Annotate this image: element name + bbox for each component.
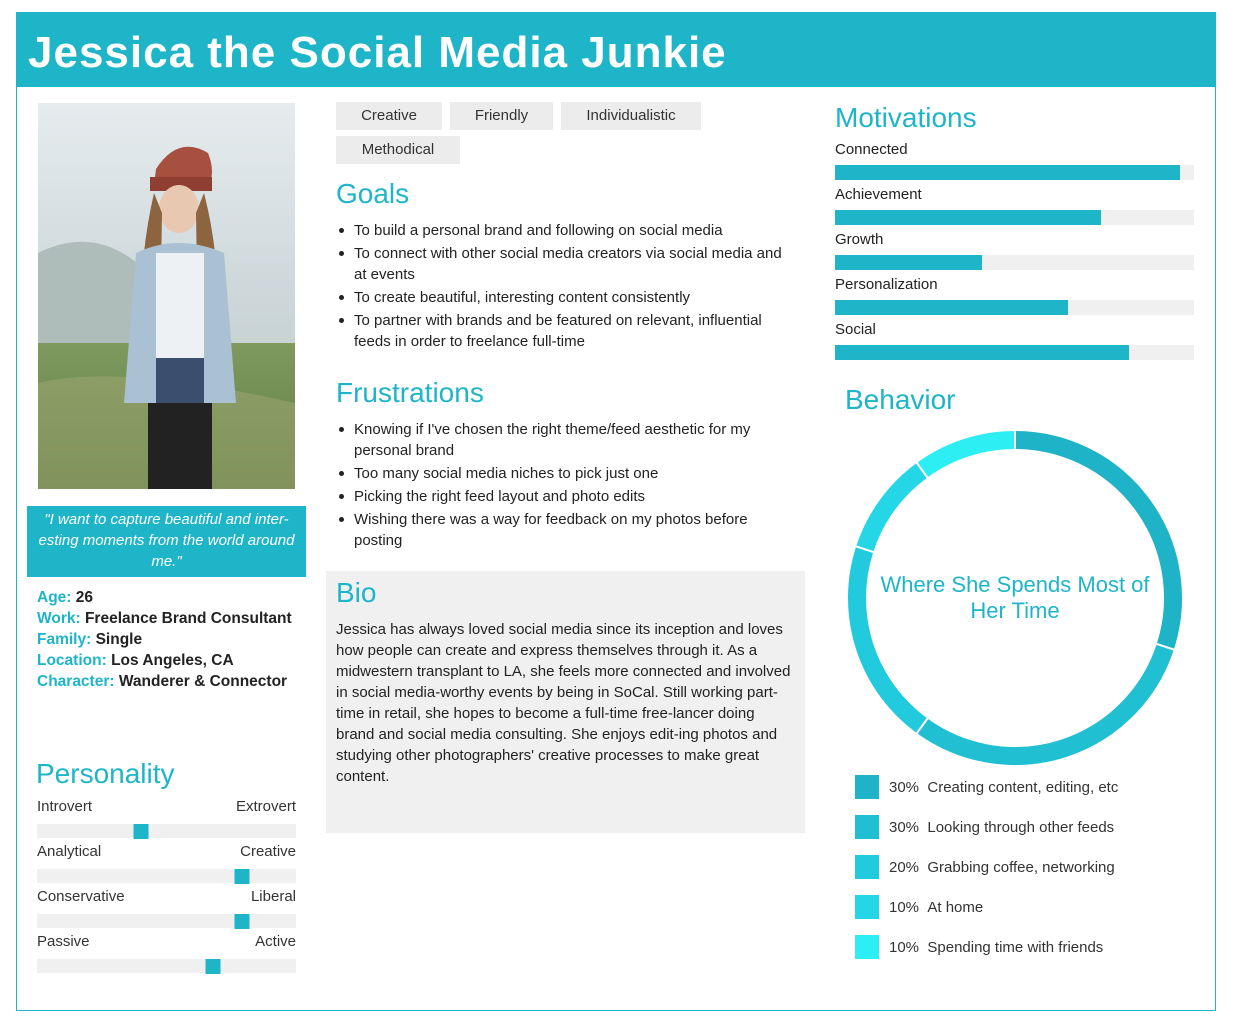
- trait-tag: Individualistic: [561, 102, 701, 130]
- trait-tag: Creative: [336, 102, 442, 130]
- motivation-track: [835, 300, 1194, 315]
- legend-item: [855, 815, 1114, 839]
- legend-swatch: [855, 815, 879, 839]
- character-value: Wanderer & Connector: [118, 673, 288, 690]
- scale-marker: [133, 824, 148, 839]
- legend-percent: 10%: [889, 938, 920, 956]
- scale-track: [37, 959, 296, 973]
- legend-percent: 30%: [889, 818, 920, 836]
- legend-item: [855, 935, 1103, 959]
- legend-label: Looking through other feeds: [927, 818, 1115, 836]
- scale-left-label: Conservative: [37, 888, 125, 905]
- frustrations-list: [336, 419, 786, 553]
- list-item: Picking the right feed layout and photo edits: [336, 486, 786, 507]
- goals-heading: Goals: [336, 178, 410, 209]
- scale-marker: [206, 959, 221, 974]
- legend-swatch: [855, 775, 879, 799]
- motivation-bar: [835, 231, 1194, 270]
- location-label: Location:: [37, 652, 107, 669]
- list-item: To build a personal brand and following on social media: [336, 220, 786, 241]
- scale-marker: [234, 914, 249, 929]
- personality-scale: [37, 843, 296, 883]
- bio-text: Jessica has always loved social media since its inception and loves how people can create and express themselves through it. As a midwestern transplant to LA, she feels more connected and involved in social media-worthy events by being in SoCal. Still working part-time in retail, she hopes to become a full-time free-lancer doing brand and social media consulting. She enjoys edit-ing photos and studying other photographers' creative processes to make great content.: [336, 621, 791, 785]
- work-value: Freelance Brand Consultant: [84, 610, 292, 627]
- list-item: Too many social media niches to pick just one: [336, 463, 786, 484]
- legend-swatch: [855, 855, 879, 879]
- trait-tag: Methodical: [336, 136, 460, 164]
- motivation-bar: [835, 186, 1194, 225]
- demographics: [37, 587, 297, 692]
- motivation-bar: [835, 276, 1194, 315]
- list-item: Knowing if I've chosen the right theme/feed aesthetic for my personal brand: [336, 419, 786, 461]
- list-item: To partner with brands and be featured on relevant, influential feeds in order to freelance full-time: [336, 310, 786, 352]
- motivation-track: [835, 345, 1194, 360]
- age-label: Age:: [37, 589, 72, 606]
- personality-scale: [37, 798, 296, 838]
- trait-tag: Friendly: [450, 102, 553, 130]
- scale-right-label: Active: [255, 933, 296, 950]
- legend-label: At home: [927, 898, 984, 916]
- work-label: Work:: [37, 610, 81, 627]
- motivation-label: Social: [835, 321, 876, 338]
- motivation-label: Personalization: [835, 276, 938, 293]
- personality-scale: [37, 888, 296, 928]
- motivation-bar: [835, 321, 1194, 360]
- personality-scale: [37, 933, 296, 973]
- legend-percent: 20%: [889, 858, 920, 876]
- scale-left-label: Introvert: [37, 798, 93, 815]
- location-value: Los Angeles, CA: [111, 652, 234, 669]
- legend-item: [855, 895, 983, 919]
- motivations-heading: Motivations: [835, 102, 977, 133]
- scale-marker: [234, 869, 249, 884]
- scale-right-label: Liberal: [250, 888, 296, 905]
- scale-right-label: Extrovert: [235, 798, 296, 815]
- legend-label: Grabbing coffee, networking: [927, 858, 1115, 876]
- family-label: Family:: [37, 631, 92, 648]
- scale-left-label: Passive: [37, 933, 90, 950]
- page-title: Jessica the Social Media Junkie: [28, 28, 727, 77]
- motivation-track: [835, 165, 1194, 180]
- motivation-track: [835, 255, 1194, 270]
- motivation-label: Connected: [835, 141, 908, 158]
- legend-item: [855, 855, 1115, 879]
- header-bar: [16, 12, 1216, 87]
- persona-photo: [38, 103, 295, 489]
- motivation-fill: [835, 300, 1068, 315]
- motivation-track: [835, 210, 1194, 225]
- scale-track: [37, 869, 296, 883]
- motivation-fill: [835, 165, 1180, 180]
- legend-item: [855, 775, 1118, 799]
- behavior-heading: Behavior: [845, 384, 956, 415]
- frustrations-heading: Frustrations: [336, 377, 484, 408]
- motivation-fill: [835, 255, 982, 270]
- legend-percent: 30%: [889, 778, 920, 796]
- character-label: Character:: [37, 673, 115, 690]
- list-item: To create beautiful, interesting content consistently: [336, 287, 786, 308]
- motivation-fill: [835, 345, 1129, 360]
- persona-quote: "I want to capture beautiful and inter-esting moments from the world around me.": [27, 506, 306, 577]
- goals-list: [336, 220, 786, 354]
- legend-swatch: [855, 935, 879, 959]
- scale-track: [37, 824, 296, 838]
- motivation-label: Achievement: [835, 186, 922, 203]
- donut-segment: [855, 462, 928, 552]
- motivation-bar: [835, 141, 1194, 180]
- bio-panel: [326, 571, 805, 833]
- donut-center-label: Where She Spends Most of Her Time: [880, 572, 1150, 623]
- legend-swatch: [855, 895, 879, 919]
- age-value: 26: [75, 589, 94, 606]
- motivation-label: Growth: [835, 231, 884, 248]
- family-value: Single: [95, 631, 143, 648]
- donut-segment: [916, 644, 1175, 766]
- bio-heading: Bio: [336, 577, 377, 608]
- motivation-fill: [835, 210, 1101, 225]
- legend-label: Spending time with friends: [927, 938, 1104, 956]
- legend-percent: 10%: [889, 898, 920, 916]
- scale-track: [37, 914, 296, 928]
- legend-label: Creating content, editing, etc: [927, 778, 1119, 796]
- personality-heading: Personality: [36, 758, 175, 789]
- scale-left-label: Analytical: [37, 843, 102, 860]
- donut-segment: [916, 430, 1015, 478]
- list-item: Wishing there was a way for feedback on my photos before posting: [336, 509, 786, 551]
- list-item: To connect with other social media creators via social media and at events: [336, 243, 786, 285]
- scale-right-label: Creative: [240, 843, 296, 860]
